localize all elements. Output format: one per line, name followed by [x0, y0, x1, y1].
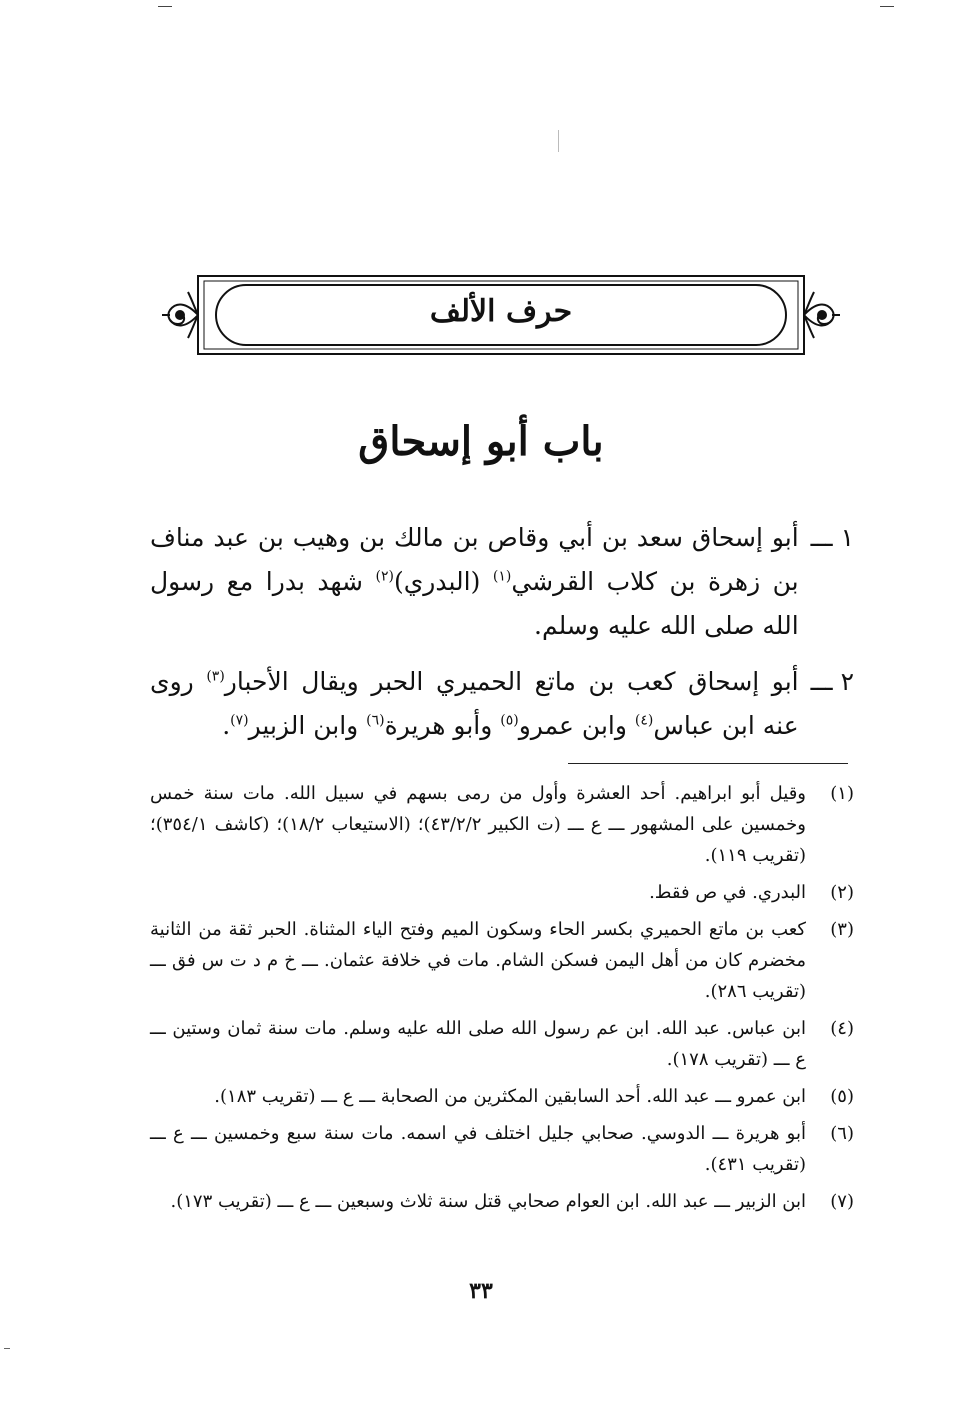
entry-text-part: روى عنه ابن عباس [150, 667, 799, 740]
footnote-ref[interactable]: (٥) [500, 712, 519, 729]
footnote [150, 1081, 854, 1112]
footnote-number: (٤) [830, 1018, 854, 1039]
footnote-ref[interactable]: (١) [492, 568, 512, 585]
footnote-number: (٢) [830, 882, 854, 903]
entry-text-part: أبو إسحاق كعب بن ماتع الحميري الحبر ويقال الأحبار [224, 667, 799, 696]
page-number: ٣٣ [469, 1278, 493, 1304]
footnote-ref[interactable]: (٧) [230, 712, 249, 729]
entry-1 [150, 516, 854, 648]
entry-text-part: (البدري) [393, 567, 493, 596]
footnotes-list [150, 778, 854, 1223]
footnote-text: ابن عباس. عبد الله. ابن عم رسول الله صلى الله عليه وسلم. مات سنة ثمان وستين ـــ ع ـــ (تقريب ١٧٨). [150, 1018, 806, 1070]
footnote [150, 914, 854, 1007]
footnote-ref[interactable]: (٢) [375, 568, 394, 585]
footnote-ref[interactable]: (٣) [206, 668, 225, 685]
footnote-number: (٧) [830, 1191, 854, 1212]
footnote-ref[interactable]: (٤) [634, 712, 654, 729]
footnote-text: ابن الزبير ـــ عبد الله. ابن العوام صحابي قتل سنة ثلاث وسبعين ـــ ع ـــ (تقريب ١٧٣). [170, 1191, 806, 1212]
footnote-text: وقيل أبو ابراهيم. أحد العشرة وأول من رمى بسهم في سبيل الله. مات سنة خمس وخمسين على المشهور ـــ ع ـــ (ت الكبير ٤٣/٢/٢)؛ (الاستيعاب ١٨/٢)؛ (كاشف ٣٥٤/١)؛ (تقريب ١١٩). [150, 783, 806, 866]
scan-edge-mark-left [158, 6, 172, 7]
entry-text-part: . [222, 711, 231, 740]
entry-number: ٢ ـــ [810, 667, 854, 696]
footnote-ref[interactable]: (٦) [366, 712, 385, 729]
footnote-text: ابن عمرو ـــ عبد الله. أحد السابقين المكثرين من الصحابة ـــ ع ـــ (تقريب ١٨٣). [214, 1086, 806, 1107]
entry-2 [150, 660, 854, 748]
footnote [150, 1186, 854, 1217]
scan-edge-mark-right [880, 6, 894, 7]
entry-text-part: وابن الزبير [248, 711, 367, 740]
footnote-text: كعب بن ماتع الحميري بكسر الحاء وسكون الميم وفتح الياء المثناة. الحبر ثقة من الثانية مخضرم كان من أهل اليمن فسكن الشام. مات في خلافة عثمان. ـــ خ م د ت س فق ـــ (تقريب ٢٨٦). [150, 919, 806, 1002]
chapter-title: باب أبو إسحاق [358, 418, 604, 465]
entry-text-part: وأبو هريرة [384, 711, 501, 740]
footnote-text: أبو هريرة ـــ الدوسي. صحابي جليل اختلف في اسمه. مات سنة سبع وخمسين ـــ ع ـــ (تقريب ٤٣١). [150, 1123, 806, 1175]
footnote [150, 778, 854, 871]
entry-number: ١ ـــ [810, 523, 854, 552]
footnote-number: (٥) [830, 1086, 854, 1107]
entry-text-part: شهد بدرا مع رسول الله صلى الله عليه وسلم. [150, 567, 799, 640]
footnote-number: (١) [830, 783, 854, 804]
banner-title: حرف الألف [429, 294, 573, 329]
footnote-divider [568, 763, 848, 764]
entry-text-part: وابن عمرو [518, 711, 635, 740]
entry-text [150, 660, 799, 748]
footnote-text: البدري. في ص فقط. [649, 882, 806, 903]
footnote-number: (٦) [830, 1123, 854, 1144]
entry-text-part: أبو إسحاق سعد بن أبي وقاص بن مالك بن وهيب بن عبد مناف بن زهرة بن كلاب القرشي [150, 523, 799, 596]
footnote [150, 877, 854, 908]
entries-list [150, 516, 854, 760]
footnote [150, 1013, 854, 1075]
footnote-number: (٣) [830, 919, 854, 940]
scan-artifact-line [558, 130, 559, 152]
entry-text [150, 516, 799, 648]
footnote [150, 1118, 854, 1180]
chapter-banner [158, 272, 844, 358]
scan-edge-mark-bottom [4, 1348, 10, 1349]
